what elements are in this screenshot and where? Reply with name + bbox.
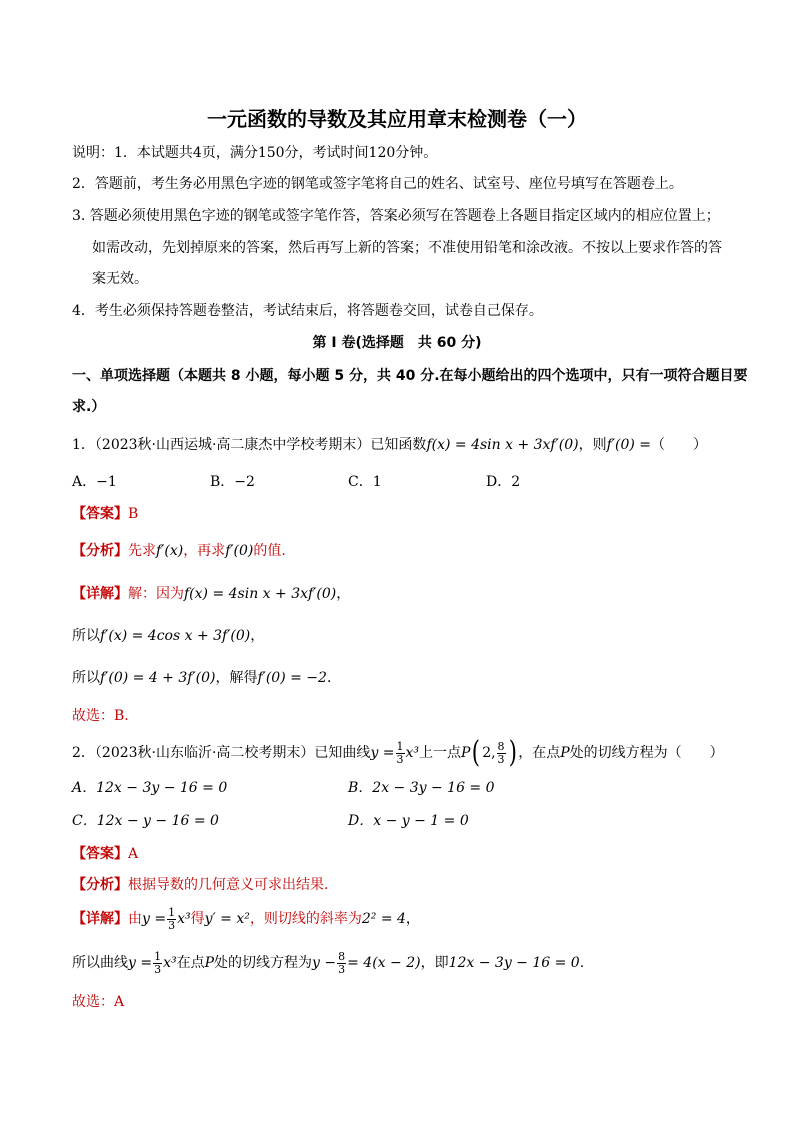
q1-answer-value: B: [128, 506, 139, 522]
q2-answer: [72, 844, 138, 864]
q1-analysis: [72, 541, 286, 561]
q2-answer-value: A: [128, 846, 139, 862]
note-3: 3. 答题必须使用黑色字迹的钢笔或签字笔作答，答案必须写在答题卷上各题目指定区域内的相应位置上；: [72, 208, 720, 224]
q1-detail3-mid: ，解得: [215, 670, 258, 686]
q2-detail2-final: 12x − 3y − 16 = 0: [448, 955, 580, 971]
q2-detail2-mid: 在点: [176, 955, 205, 971]
q2-option-d: D．x − y − 1 = 0: [348, 813, 469, 829]
q2-detail1-x3: x³: [177, 911, 191, 927]
q2-detail2-end: .: [579, 955, 585, 971]
q1-detail1-formula: f(x) = 4sin x + 3xf′(0): [184, 586, 337, 602]
detail-tag: 【详解】: [72, 586, 128, 602]
q2-point-x: 2,: [482, 745, 496, 761]
note-1: 说明：1．本试题共4页，满分150分，考试时间120分钟。: [72, 145, 438, 161]
q2-frac-8-3: $\frac{8}{3}$: [497, 739, 505, 766]
q2-detail2-y: y =: [128, 955, 153, 971]
q1-prefix: 1．（2023秋·山西运城·高二康杰中学校考期末）已知函数: [72, 437, 427, 453]
answer-tag: 【答案】: [72, 846, 128, 862]
q2-detail2-frac: $\frac{1}{3}$: [154, 949, 162, 976]
q2-prefix: 2．（2023秋·山东临沂·高二校考期末）已知曲线: [72, 745, 371, 761]
q2-detail1-mid2: ，则切线的斜率为: [249, 911, 362, 927]
q1-option-c: C．1: [348, 474, 382, 490]
right-paren-icon: ): [508, 735, 517, 770]
q1-mid: ，则: [578, 437, 607, 453]
q2-x3: x³: [405, 745, 420, 761]
q1-option-b: B．−2: [210, 474, 255, 490]
q2-detail2-frac-8-3: $\frac{8}{3}$: [338, 949, 346, 976]
q1-detail-3: [72, 668, 341, 688]
q2-p2: P: [560, 745, 570, 761]
q2-detail-2: [72, 946, 584, 980]
analysis-tag: 【分析】: [72, 877, 128, 893]
q2-detail1-frac: $\frac{1}{3}$: [168, 905, 176, 932]
q2-detail2-x3: x³: [163, 955, 177, 971]
q2-option-a: A．12x − 3y − 16 = 0: [72, 780, 228, 796]
question-1-stem: [72, 435, 707, 455]
q1-detail1-end: ，: [336, 586, 351, 602]
q1-detail3-pre: 所以: [72, 670, 100, 686]
q1-answer: [72, 504, 138, 524]
q2-detail1-slope: 2² = 4: [361, 911, 406, 927]
q1-analysis-mid: ，再求: [183, 543, 226, 559]
q2-end: 处的切线方程为（ ）: [569, 745, 724, 761]
q2-detail1-pre: 由: [128, 911, 142, 927]
q1-analysis-f2: f′(0): [225, 543, 254, 559]
q1-detail3-formula2: f′(0) = −2: [257, 670, 327, 686]
q2-detail2-eq-post: = 4(x − 2): [347, 955, 421, 971]
q2-option-c: C．12x − y − 16 = 0: [72, 813, 219, 829]
part-heading: 一、单项选择题（本题共 8 小题，每小题 5 分，共 40 分.在每小题给出的四个选项中，只有一项符合题目要: [72, 368, 748, 384]
question-2-stem: [72, 736, 724, 770]
q1-detail3-formula: f′(0) = 4 + 3f′(0): [100, 670, 216, 686]
detail-tag: 【详解】: [72, 911, 128, 927]
q1-detail2-pre: 所以: [72, 628, 100, 644]
q2-detail2-p: P: [204, 955, 215, 971]
q2-detail-1: [72, 902, 420, 936]
q1-formula: f(x) = 4sin x + 3xf′(0): [426, 437, 579, 453]
q1-end: （ ）: [651, 437, 708, 453]
q1-detail-1: [72, 584, 350, 604]
q2-detail1-y: y =: [142, 911, 167, 927]
q1-conclusion: 故选：B.: [72, 708, 129, 724]
q1-detail3-end: ．: [326, 670, 341, 686]
page-title: 一元函数的导数及其应用章末检测卷（一）: [207, 107, 587, 131]
answer-tag: 【答案】: [72, 506, 128, 522]
section-heading: 第 I 卷(选择题 共 60 分): [312, 335, 482, 351]
note-3-cont-2: 案无效。: [92, 271, 148, 287]
q2-y: y =: [370, 745, 395, 761]
q2-analysis: [72, 875, 328, 895]
q1-option-d: D．2: [486, 474, 521, 490]
part-heading-cont: 求.）: [72, 399, 106, 415]
q2-detail2-pre: 所以曲线: [72, 955, 128, 971]
q1-formula2: f′(0) =: [606, 437, 652, 453]
analysis-tag: 【分析】: [72, 543, 128, 559]
q2-mid: 上一点: [419, 745, 462, 761]
q1-detail2-end: ，: [250, 628, 265, 644]
q1-analysis-pre: 先求: [128, 543, 156, 559]
q2-frac-1-3: $\frac{1}{3}$: [396, 739, 404, 766]
note-2: 2．答题前，考生务必用黑色字迹的钢笔或签字笔将自己的姓名、试室号、座位号填写在答题卷上。: [72, 176, 683, 192]
q1-detail1-pre: 解：因为: [128, 586, 184, 602]
q2-detail2-mid3: ，即: [420, 955, 449, 971]
q1-option-a: A．−1: [72, 474, 117, 490]
q2-detail2-eq-pre: y −: [312, 955, 337, 971]
q1-analysis-f1: f′(x): [156, 543, 184, 559]
q1-detail2-formula: f′(x) = 4cos x + 3f′(0): [100, 628, 251, 644]
q1-detail-2: [72, 626, 264, 646]
left-paren-icon: (: [472, 735, 481, 770]
q2-detail1-deriv: y′ = x²: [204, 911, 250, 927]
q2-detail1-end: ，: [405, 911, 420, 927]
note-3-cont-1: 如需改动，先划掉原来的答案，然后再写上新的答案；不准使用铅笔和涂改液。不按以上要求作答的答: [92, 240, 722, 256]
q2-mid2: ，在点: [518, 745, 561, 761]
q1-analysis-end: 的值.: [253, 543, 286, 559]
q2-option-b: B．2x − 3y − 16 = 0: [348, 780, 495, 796]
q2-analysis-text: 根据导数的几何意义可求出结果.: [128, 877, 329, 893]
q2-p: P: [461, 745, 471, 761]
q2-detail1-mid: 得: [190, 911, 205, 927]
q2-conclusion: 故选：A: [72, 994, 125, 1010]
note-4: 4．考生必须保持答题卷整洁，考试结束后，将答题卷交回，试卷自己保存。: [72, 303, 543, 319]
q2-detail2-mid2: 处的切线方程为: [214, 955, 313, 971]
